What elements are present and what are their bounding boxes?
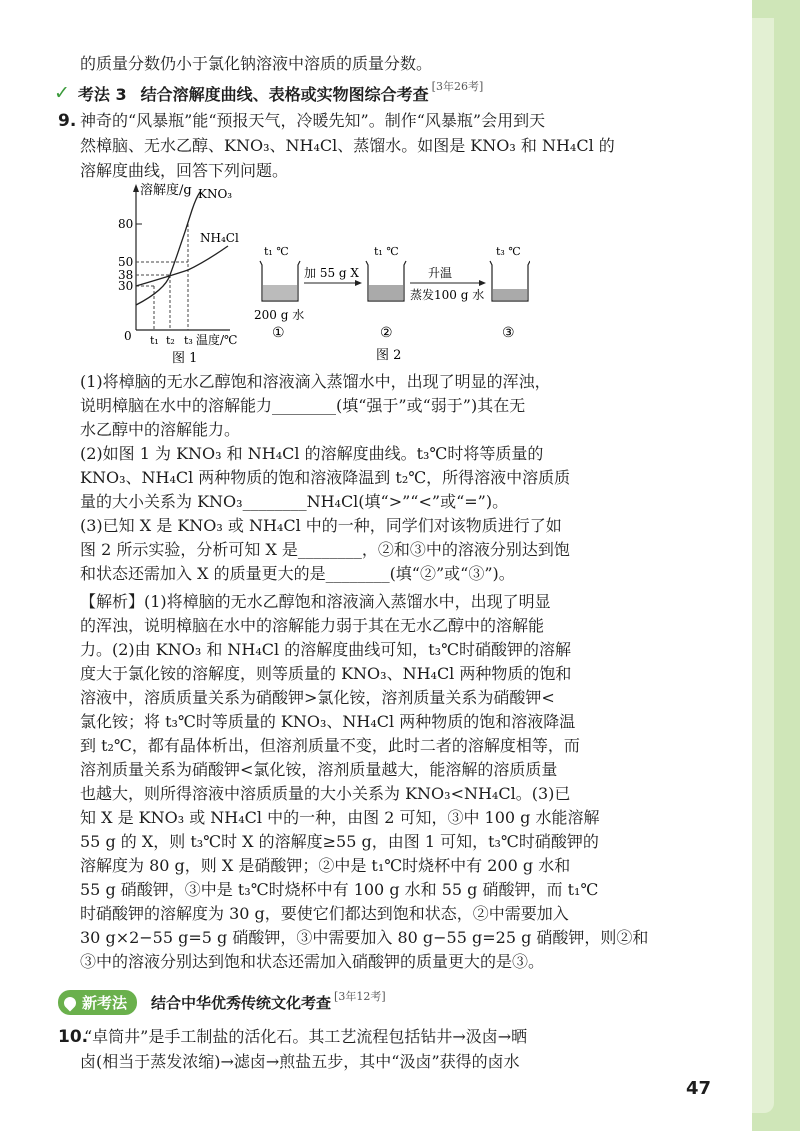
page-edge-inner: [752, 18, 774, 1113]
analysis-line: ③中的溶液分别达到饱和状态还需加入硝酸钾的质量更大的是③。: [80, 952, 545, 971]
new-method-tag: [3年12考]: [334, 989, 386, 1003]
series-label-kno3: KNO₃: [198, 187, 233, 201]
q10-line: “卓筒井”是手工制盐的活化石。其工艺流程包括钻井→汲卤→晒: [84, 1027, 528, 1046]
arrow-2-bottom-label: 蒸发100 g 水: [410, 288, 485, 302]
figure1-caption: 图 1: [172, 351, 198, 365]
figure2-experiment: [250, 235, 530, 365]
label-1: ①: [272, 325, 285, 341]
analysis-line: 【解析】(1)将樟脑的无水乙醇饱和溶液滴入蒸馏水中，出现了明显: [80, 592, 551, 611]
q10-line: 卤(相当于蒸发浓缩)→滤卤→煎盐五步，其中“汲卤”获得的卤水: [80, 1052, 520, 1071]
analysis-line: 溶解度为 80 g，则 X 是硝酸钾；②中是 t₁℃时烧杯中有 200 g 水和: [80, 856, 571, 875]
subq-line: KNO₃、NH₄Cl 两种物质的饱和溶液降温到 t₂℃，所得溶液中溶质质: [80, 468, 571, 487]
x-tick-t1: t₁: [150, 334, 159, 347]
nh4cl-curve: [136, 246, 228, 286]
x-tick-t2: t₂: [166, 334, 175, 347]
temp-2: t₁ ℃: [374, 245, 399, 258]
series-label-nh4cl: NH₄Cl: [200, 231, 239, 245]
subq-line: (2)如图 1 为 KNO₃ 和 NH₄Cl 的溶解度曲线。t₃℃时将等质量的: [80, 444, 544, 463]
y-tick-80: 80: [118, 217, 134, 231]
analysis-line: 溶剂质量关系为硝酸钾<氯化铵，溶剂质量越大，能溶解的溶质质量: [80, 760, 558, 779]
section-3-header: [54, 80, 483, 106]
subq-line: 量的大小关系为 KNO₃________NH₄Cl(填“>”“<”或“=”)。: [80, 492, 509, 511]
q9-line: 神奇的“风暴瓶”能“预报天气，冷暖先知”。制作“风暴瓶”会用到天: [80, 111, 546, 130]
analysis-line: 知 X 是 KNO₃ 或 NH₄Cl 中的一种，由图 2 可知，③中 100 g 水能溶解: [80, 808, 600, 827]
y-axis-arrow: [133, 184, 139, 192]
subq-line: 图 2 所示实验，分析可知 X 是________，②和③中的溶液分别达到饱: [80, 540, 570, 559]
subq-line: 和状态还需加入 X 的质量更大的是________(填“②”或“③”)。: [80, 564, 515, 583]
arrow-2-head: [479, 280, 486, 286]
analysis-line: 度大于氯化铵的溶解度，则等质量的 KNO₃、NH₄Cl 两种物质的饱和: [80, 664, 572, 683]
new-method-badge: 新考法: [58, 990, 137, 1015]
analysis-line: 55 g 硝酸钾，③中是 t₃℃时烧杯中有 100 g 水和 55 g 硝酸钾，而 t₁℃: [80, 880, 599, 899]
y-tick-30: 30: [118, 279, 134, 293]
analysis-line: 溶液中，溶质质量关系为硝酸钾>氯化铵，溶剂质量关系为硝酸钾<: [80, 688, 555, 707]
water-label: 200 g 水: [254, 308, 305, 322]
beaker-2-liquid: [369, 285, 403, 300]
temp-3: t₃ ℃: [496, 245, 521, 258]
analysis-line: 力。(2)由 KNO₃ 和 NH₄Cl 的溶解度曲线可知，t₃℃时硝酸钾的溶解: [80, 640, 571, 659]
x-axis-label: 温度/℃: [196, 333, 238, 347]
temp-1: t₁ ℃: [264, 245, 289, 258]
analysis-line: 55 g 的 X，则 t₃℃时 X 的溶解度≥55 g，由图 1 可知，t₃℃时硝酸钾的: [80, 832, 599, 851]
analysis-line: 30 g×2−55 g=5 g 硝酸钾，③中需要加入 80 g−55 g=25 g 硝酸钾，则②和: [80, 928, 649, 947]
section-tag: [3年26考]: [431, 80, 484, 93]
analysis-line: 也越大，则所得溶液中溶质质量的大小关系为 KNO₃<NH₄Cl。(3)已: [80, 784, 571, 803]
q10-number: 10.: [58, 1027, 89, 1047]
arrow-1-label: 加 55 g X: [304, 266, 359, 280]
q9-line: 溶解度曲线，回答下列问题。: [80, 161, 289, 180]
q9-line: 然樟脑、无水乙醇、KNO₃、NH₄Cl、蒸馏水。如图是 KNO₃ 和 NH₄Cl 的: [80, 136, 615, 155]
analysis-line: 氯化铵；将 t₃℃时等质量的 KNO₃、NH₄Cl 两种物质的饱和溶液降温: [80, 712, 576, 731]
subq-line: 说明樟脑在水中的溶解能力________(填“强于”或“弱于”)其在无: [80, 396, 526, 415]
subq-line: (1)将樟脑的无水乙醇饱和溶液滴入蒸馏水中，出现了明显的浑浊，: [80, 372, 551, 391]
analysis-line: 时硝酸钾的溶解度为 30 g，要使它们都达到饱和状态，②中需要加入: [80, 904, 569, 923]
arrow-1-head: [355, 280, 362, 286]
check-icon: ✓: [54, 82, 70, 104]
section-title: 结合溶解度曲线、表格或实物图综合考查: [140, 84, 429, 104]
figure2-caption: 图 2: [376, 348, 402, 363]
kno3-curve: [136, 192, 200, 305]
beaker-1-liquid: [263, 285, 297, 300]
q9-number: 9.: [58, 111, 77, 131]
y-axis-label: 溶解度/g: [140, 183, 192, 198]
arrow-2-top-label: 升温: [428, 266, 453, 280]
location-pin-icon: [62, 994, 79, 1011]
top-line: 的质量分数仍小于氯化钠溶液中溶质的质量分数。: [80, 54, 433, 73]
y-tick-50: 50: [118, 255, 134, 269]
new-method-title: 结合中华优秀传统文化考查: [151, 994, 332, 1012]
label-3: ③: [502, 325, 515, 341]
section-label: 考法 3: [77, 84, 127, 104]
x-tick-t3: t₃: [184, 334, 193, 347]
analysis-line: 到 t₂℃，都有晶体析出，但溶剂质量不变，此时二者的溶解度相等，而: [80, 736, 580, 755]
y-tick-38: 38: [118, 268, 134, 282]
beaker-3-liquid: [493, 289, 527, 300]
label-2: ②: [380, 325, 393, 341]
new-method-header: [58, 990, 386, 1015]
origin-label: 0: [124, 329, 132, 343]
analysis-line: 的浑浊，说明樟脑在水中的溶解能力弱于其在无水乙醇中的溶解能: [80, 616, 545, 635]
figure1-solubility-chart: [110, 180, 260, 365]
subq-line: 水乙醇中的溶解能力。: [80, 420, 241, 439]
page-number: 47: [686, 1078, 712, 1099]
subq-line: (3)已知 X 是 KNO₃ 或 NH₄Cl 中的一种，同学们对该物质进行了如: [80, 516, 562, 535]
